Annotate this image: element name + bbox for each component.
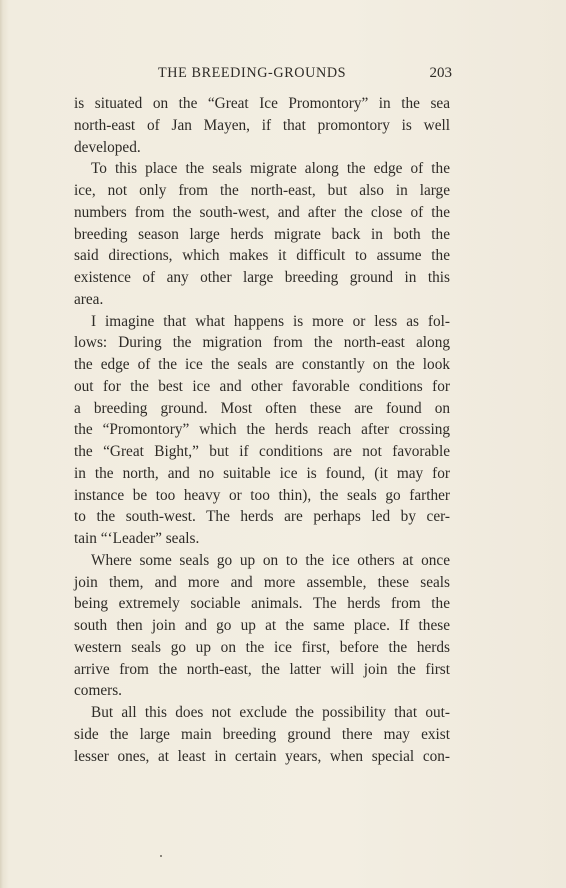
paragraph [74, 93, 450, 158]
text-line: being extremely sociable animals. The herds from the [74, 595, 450, 613]
text-line: To this place the seals migrate along the edge of the [91, 160, 450, 178]
body-text [74, 93, 450, 767]
text-line: south then join and go up at the same place. If these [74, 617, 450, 634]
text-line: side the large main breeding ground there may exist [74, 725, 450, 743]
page-header [74, 63, 452, 83]
text-line: out for the best ice and other favorable conditions for [74, 377, 450, 395]
paper-speck [160, 855, 162, 857]
text-line: numbers from the south-west, and after the close of the [74, 203, 450, 221]
text-line: developed. [74, 138, 141, 156]
text-line: I imagine that what happens is more or less as fol- [91, 312, 450, 330]
paragraph [74, 158, 450, 310]
paragraph [74, 311, 450, 550]
text-line: instance be too heavy or too thin), the seals go farther [74, 486, 450, 504]
text-line: Where some seals go up on to the ice others at once [91, 551, 450, 569]
text-line: area. [74, 290, 104, 308]
text-line: existence of any other large breeding ground in this [74, 269, 450, 286]
text-line: north-east of Jan Mayen, if that promontory is well [74, 116, 450, 134]
text-line: comers. [74, 682, 122, 700]
text-line: But all this does not exclude the possibility that out- [91, 704, 450, 721]
text-line: to the south-west. The herds are perhaps led by cer- [74, 508, 450, 526]
text-line: lesser ones, at least in certain years, when special con- [74, 747, 450, 765]
text-line: in the north, and no suitable ice is found, (it may for [74, 464, 450, 482]
text-line: the edge of the ice the seals are constantly on the look [74, 356, 450, 373]
paragraph [74, 550, 450, 702]
text-line: the “Promontory” which the herds reach after crossing [74, 421, 450, 439]
text-line: ice, not only from the north-east, but also in large [74, 182, 450, 199]
text-line: breeding season large herds migrate back in both the [74, 225, 450, 243]
text-line: join them, and more and more assemble, these seals [74, 573, 450, 591]
paragraph [74, 702, 450, 767]
running-head: THE BREEDING-GROUNDS [158, 65, 347, 81]
text-line: said directions, which makes it difficult to assume the [74, 247, 450, 265]
text-line: is situated on the “Great Ice Promontory” in the sea [74, 95, 450, 112]
page-number: 203 [429, 65, 452, 81]
text-line: the “Great Bight,” but if conditions are not favorable [74, 443, 450, 460]
text-line: arrive from the north-east, the latter will join the first [74, 660, 450, 678]
text-line: western seals go up on the ice first, before the herds [74, 638, 450, 656]
text-line: lows: During the migration from the north-east along [74, 334, 450, 352]
text-line: a breeding ground. Most often these are found on [74, 399, 450, 417]
text-line: tain “‘Leader” seals. [74, 530, 200, 547]
